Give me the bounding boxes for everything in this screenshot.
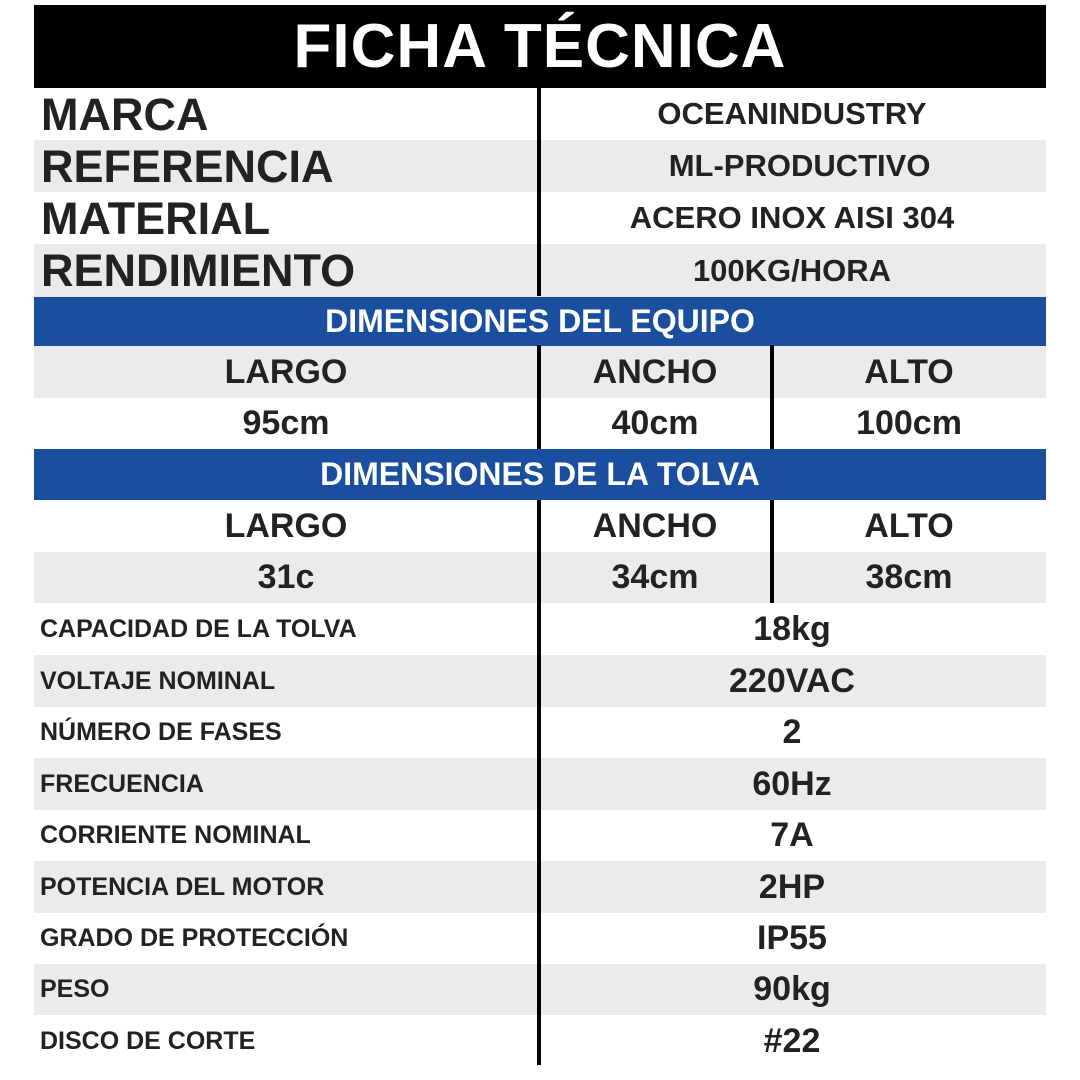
- row-value: ML-PRODUCTIVO: [668, 148, 931, 183]
- spec-value: 90kg: [753, 970, 831, 1008]
- dimension-column-divider: [770, 500, 774, 603]
- row-value: OCEANINDUSTRY: [657, 96, 927, 131]
- dim-header-width: ANCHO: [592, 506, 718, 545]
- main-column-divider: [537, 345, 541, 449]
- sheet-title: FICHA TÉCNICA: [34, 5, 1046, 88]
- spec-label: VOLTAJE NOMINAL: [40, 666, 276, 695]
- spec-label: NÚMERO DE FASES: [40, 718, 282, 746]
- dim-header-height: ALTO: [864, 352, 954, 391]
- row-value: 100KG/HORA: [692, 252, 892, 288]
- spec-label: FRECUENCIA: [40, 769, 204, 798]
- equipment-dimensions-heading: DIMENSIONES DEL EQUIPO: [34, 297, 1046, 346]
- dim-header-length: LARGO: [224, 352, 348, 391]
- spec-value: 220VAC: [729, 661, 855, 700]
- dim-value-height: 100cm: [856, 404, 962, 442]
- row-label: MATERIAL: [41, 192, 271, 244]
- dim-value-length: 31c: [257, 558, 315, 596]
- spec-label: PESO: [40, 975, 110, 1003]
- spec-label: DISCO DE CORTE: [40, 1027, 256, 1055]
- dim-value-width: 40cm: [611, 404, 699, 442]
- dim-value-height: 38cm: [865, 558, 953, 596]
- spec-value: #22: [763, 1022, 821, 1060]
- row-label: REFERENCIA: [41, 140, 334, 192]
- spec-value: IP55: [757, 919, 827, 957]
- row-value: ACERO INOX AISI 304: [629, 200, 955, 235]
- dimension-column-divider: [770, 345, 774, 449]
- hopper-dimensions-heading: DIMENSIONES DE LA TOLVA: [34, 449, 1046, 500]
- spec-label: GRADO DE PROTECCIÓN: [40, 924, 349, 952]
- dim-header-height: ALTO: [864, 506, 954, 545]
- spec-value: 7A: [770, 816, 814, 854]
- dim-header-length: LARGO: [224, 506, 348, 545]
- row-label: RENDIMIENTO: [41, 245, 356, 296]
- dim-header-width: ANCHO: [592, 352, 718, 391]
- spec-label: POTENCIA DEL MOTOR: [40, 872, 325, 901]
- spec-label: CAPACIDAD DE LA TOLVA: [40, 614, 357, 643]
- main-column-divider: [537, 500, 541, 1065]
- spec-value: 60Hz: [752, 764, 832, 803]
- spec-label: CORRIENTE NOMINAL: [40, 821, 311, 849]
- spec-value: 2: [782, 713, 802, 751]
- dim-value-width: 34cm: [611, 558, 699, 596]
- dim-value-length: 95cm: [242, 404, 330, 442]
- spec-value: 18kg: [753, 609, 831, 648]
- spec-value: 2HP: [758, 867, 826, 906]
- main-column-divider: [537, 88, 541, 296]
- row-label: MARCA: [41, 88, 209, 140]
